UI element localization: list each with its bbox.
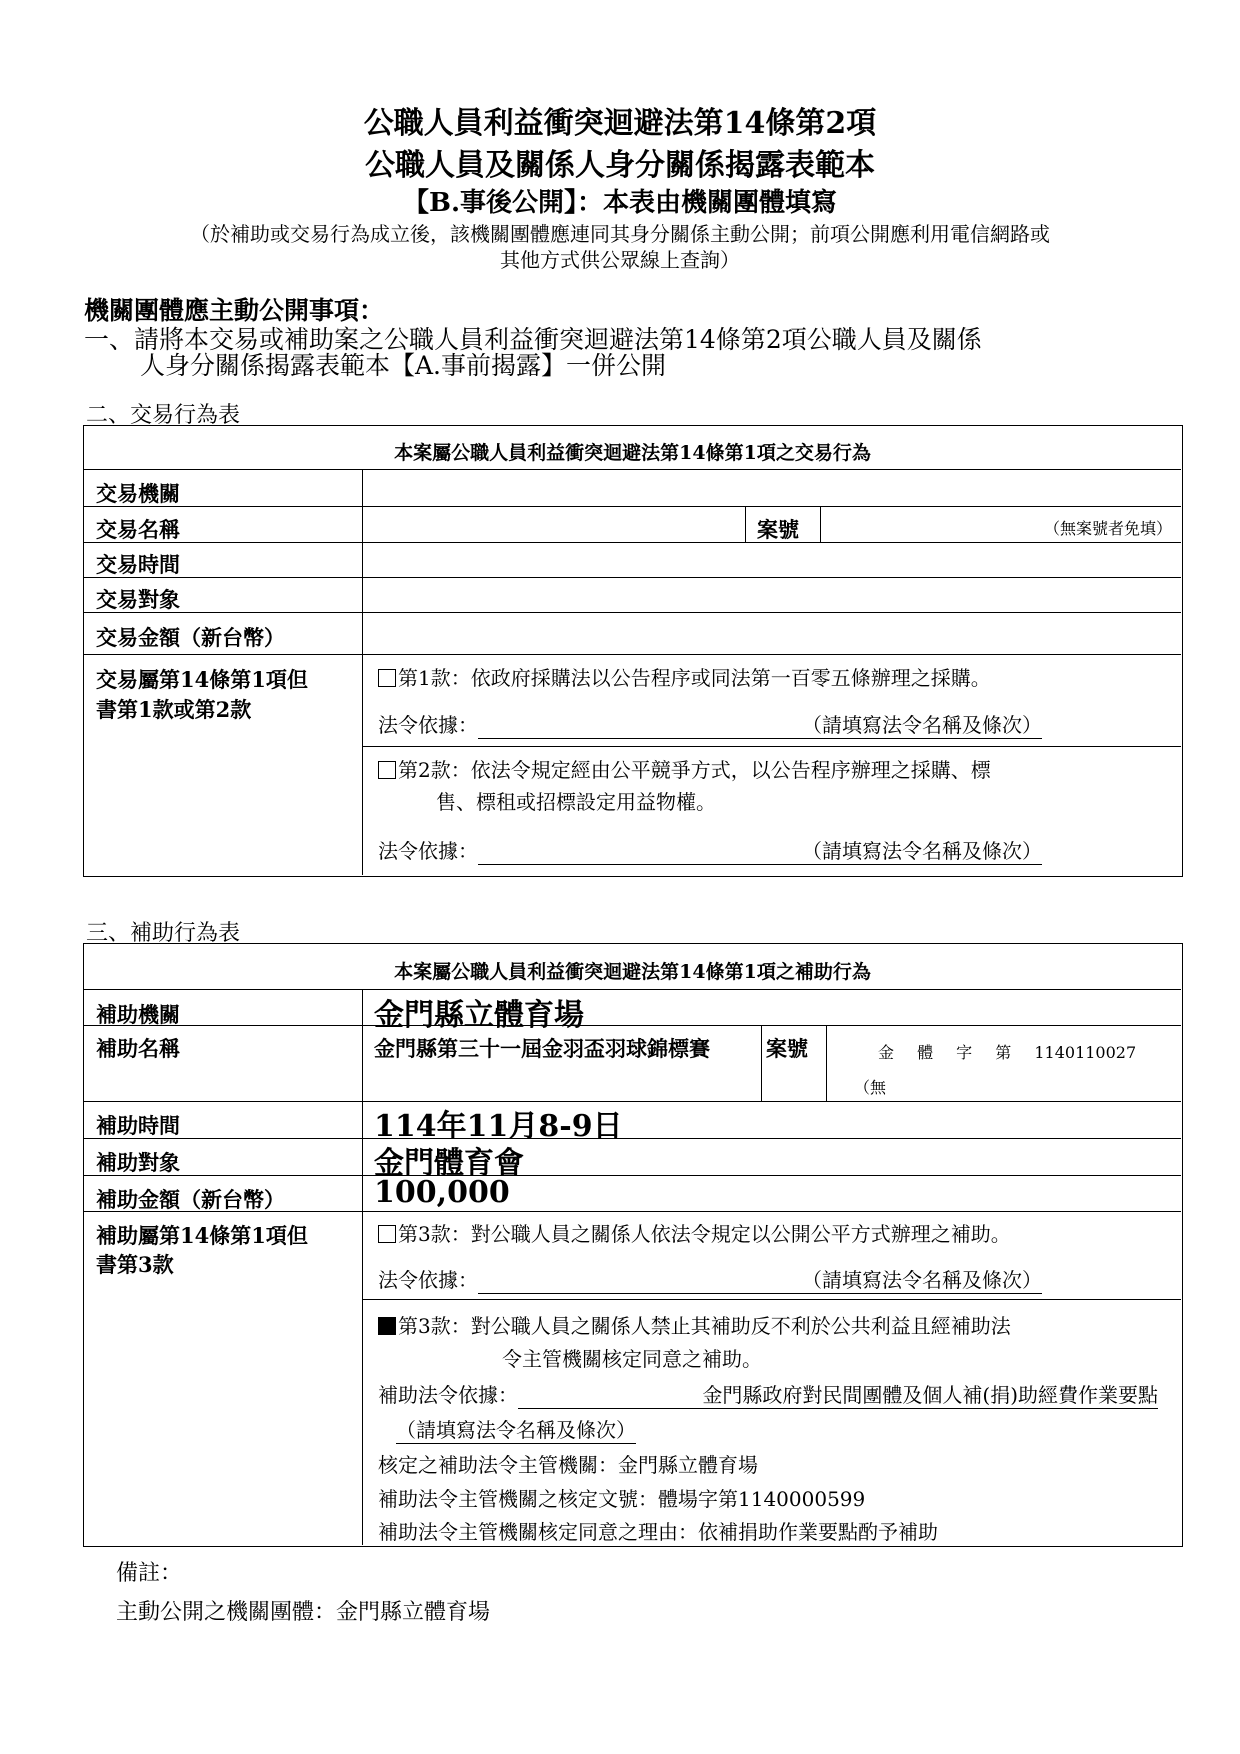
header-note-line-2: 其他方式供公眾線上查詢）: [500, 248, 740, 272]
clause-3a-basis-label: 法令依據：: [378, 1268, 478, 1292]
clause-1-basis-field[interactable]: [478, 709, 1042, 739]
subsidy-doc-no-label: 補助法令主管機關之核定文號：: [378, 1487, 658, 1511]
clause-3a-basis-hint: （請填寫法令名稱及條次）: [802, 1268, 1042, 1292]
clause-3a-row: [378, 1218, 1011, 1247]
clause-2-checkbox[interactable]: [378, 761, 396, 779]
transaction-exception-label-2: 書第1款或第2款: [96, 697, 252, 722]
subsidy-agency-value: 金門縣立體育場: [374, 998, 584, 1033]
subsidy-target-value: 金門體育會: [374, 1146, 524, 1181]
clause-3a-basis-field[interactable]: [478, 1264, 1042, 1294]
subsidy-reason-label: 補助法令主管機關核定同意之理由：: [378, 1520, 698, 1544]
clause-2-basis-row: [378, 835, 1042, 865]
subsidy-authority-label: 核定之補助法令主管機關：: [378, 1453, 618, 1477]
clause-3b-checkbox[interactable]: [378, 1317, 396, 1335]
subsidy-amount-value: 100,000: [374, 1175, 510, 1210]
transaction-agency-field[interactable]: [370, 474, 1175, 502]
clause-1-row: [378, 662, 991, 691]
subsidy-doc-no-row: [378, 1483, 865, 1512]
transaction-case-no-hint[interactable]: （無案號者免填）: [1043, 519, 1172, 538]
remarks-label: 備註：: [116, 1561, 183, 1586]
transaction-time-label: 交易時間: [96, 552, 180, 577]
publisher-row: [116, 1595, 490, 1626]
clause-1-basis-row: [378, 709, 1042, 739]
clause-2-basis-field[interactable]: [478, 835, 1042, 865]
subsidy-case-no-label: 案號: [766, 1036, 808, 1061]
subsidy-doc-no-value: 體場字第1140000599: [658, 1487, 866, 1511]
subsidy-basis-label: 補助法令依據：: [378, 1383, 518, 1407]
subsidy-amount-label: 補助金額（新台幣）: [96, 1187, 285, 1212]
transaction-exception-label-1: 交易屬第14條第1項但: [96, 667, 308, 692]
subsidy-exception-label-2: 書第3款: [96, 1252, 174, 1277]
title-line-3: 【B.事後公開】：本表由機關團體填寫: [402, 188, 838, 218]
clause-1-text: 第1款：依政府採購法以公告程序或同法第一百零五條辦理之採購。: [398, 666, 991, 690]
subsidy-reason-value: 依補捐助作業要點酌予補助: [698, 1520, 938, 1544]
subsidy-case-no-hint: （無: [854, 1078, 887, 1097]
clause-1-basis-label: 法令依據：: [378, 713, 478, 737]
subsidy-table-header: 本案屬公職人員利益衝突迴避法第14條第1項之補助行為: [394, 961, 871, 983]
transaction-section-label: 二、交易行為表: [86, 403, 241, 428]
clause-3a-basis-row: [378, 1264, 1042, 1294]
transaction-target-field[interactable]: [370, 581, 1175, 609]
subsidy-basis-value: 金門縣政府對民間團體及個人補(捐)助經費作業要點: [702, 1383, 1158, 1407]
subsidy-exception-label-1: 補助屬第14條第1項但: [96, 1223, 308, 1248]
subsidy-reason-row: [378, 1516, 938, 1545]
publisher-label: 主動公開之機關團體：: [116, 1600, 337, 1625]
clause-1-checkbox[interactable]: [378, 669, 396, 687]
transaction-table-header: 本案屬公職人員利益衝突迴避法第14條第1項之交易行為: [394, 442, 871, 464]
subsidy-authority-row: [378, 1449, 758, 1478]
transaction-time-field[interactable]: [370, 546, 1175, 574]
subsidy-agency-label: 補助機關: [96, 1002, 180, 1027]
intro-heading: 機關團體應主動公開事項：: [84, 296, 385, 325]
intro-item-1-line-2: 人身分關係揭露表範本【A.事前揭露】一併公開: [140, 351, 667, 380]
transaction-target-label: 交易對象: [96, 587, 180, 612]
clause-2-basis-label: 法令依據：: [378, 839, 478, 863]
clause-3a-text: 第3款：對公職人員之關係人依法令規定以公開公平方式辦理之補助。: [398, 1222, 1011, 1246]
intro-item-1-line-1: 一、請將本交易或補助案之公職人員利益衝突迴避法第14條第2項公職人員及關係: [84, 325, 982, 354]
title-line-1: 公職人員利益衝突迴避法第14條第2項: [363, 106, 877, 141]
clause-3b-text-1: 第3款：對公職人員之關係人禁止其補助反不利於公共利益且經補助法: [398, 1314, 1011, 1338]
clause-2-row: [378, 754, 991, 783]
subsidy-time-value: 114年11月8-9日: [374, 1109, 623, 1144]
clause-3a-checkbox[interactable]: [378, 1225, 396, 1243]
subsidy-case-no-value: 金 體 字 第 1140110027: [878, 1043, 1137, 1062]
transaction-agency-label: 交易機關: [96, 481, 180, 506]
subsidy-basis-field[interactable]: [518, 1379, 1158, 1409]
transaction-case-no-label: 案號: [757, 517, 799, 542]
clause-3b-row: [378, 1310, 1011, 1339]
title-line-2: 公職人員及關係人身分關係揭露表範本: [365, 148, 875, 183]
subsidy-name-label: 補助名稱: [96, 1036, 180, 1061]
subsidy-basis-hint: （請填寫法令名稱及條次）: [396, 1414, 636, 1444]
clause-1-basis-hint: （請填寫法令名稱及條次）: [802, 713, 1042, 737]
subsidy-authority-value: 金門縣立體育場: [618, 1453, 758, 1477]
subsidy-target-label: 補助對象: [96, 1150, 180, 1175]
transaction-table: [83, 425, 1183, 877]
transaction-name-field[interactable]: [370, 510, 740, 538]
subsidy-basis-hint-row: [396, 1414, 636, 1444]
transaction-amount-label: 交易金額（新台幣）: [96, 625, 285, 650]
clause-2-basis-hint: （請填寫法令名稱及條次）: [802, 839, 1042, 863]
clause-2-text-1: 第2款：依法令規定經由公平競爭方式，以公告程序辦理之採購、標: [398, 758, 991, 782]
clause-2-text-2: 售、標租或招標設定用益物權。: [436, 790, 716, 814]
clause-3b-text-2: 令主管機關核定同意之補助。: [502, 1347, 762, 1371]
header-note-line-1: （於補助或交易行為成立後，該機關團體應連同其身分關係主動公開；前項公開應利用電信網路或: [190, 222, 1050, 246]
publisher-value: 金門縣立體育場: [336, 1600, 491, 1625]
transaction-name-label: 交易名稱: [96, 517, 180, 542]
subsidy-table: [83, 943, 1183, 1547]
subsidy-name-value: 金門縣第三十一屆金羽盃羽球錦標賽: [374, 1036, 710, 1061]
transaction-amount-field[interactable]: [370, 618, 1175, 650]
subsidy-section-label: 三、補助行為表: [86, 921, 241, 946]
subsidy-time-label: 補助時間: [96, 1113, 180, 1138]
subsidy-basis-row: [378, 1379, 1158, 1409]
